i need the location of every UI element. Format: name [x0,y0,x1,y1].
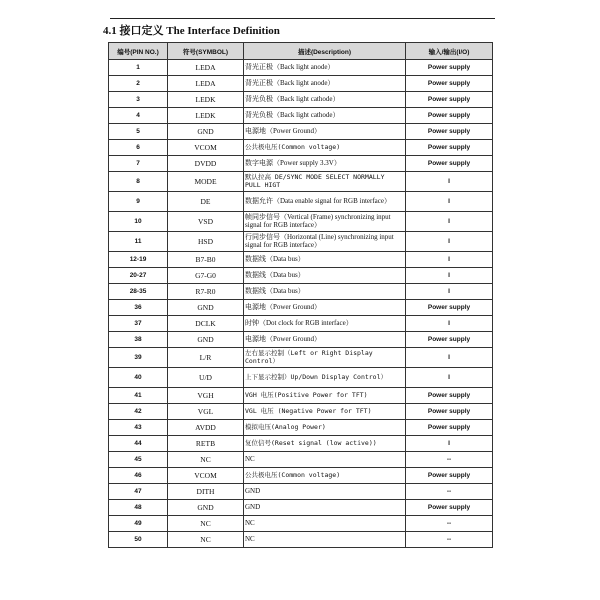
pin-cell: 47 [109,484,168,500]
symbol-cell: HSD [168,232,244,252]
pin-cell: 4 [109,108,168,124]
table-row [109,332,493,348]
table-row [109,92,493,108]
table-row [109,452,493,468]
section-title: 4.1 接口定义 The Interface Definition [103,25,280,37]
symbol-cell: RETB [168,436,244,452]
table-row [109,108,493,124]
io-cell: Power supply [406,76,493,92]
description-cell: NC [244,532,406,548]
symbol-cell: B7-B0 [168,252,244,268]
table-row [109,268,493,284]
symbol-cell: VCOM [168,468,244,484]
table-row [109,388,493,404]
table-row [109,484,493,500]
io-cell: Power supply [406,156,493,172]
symbol-cell: DITH [168,484,244,500]
io-cell: I [406,268,493,284]
io-cell: -- [406,452,493,468]
symbol-cell: VSD [168,212,244,232]
description-cell: 左右显示控制（Left or Right Display Control） [244,348,406,368]
description-cell: 数据允许（Data enable signal for RGB interface） [244,192,406,212]
pin-cell: 44 [109,436,168,452]
description-cell: VGH 电压(Positive Power for TFT) [244,388,406,404]
table-row [109,500,493,516]
io-cell: I [406,252,493,268]
symbol-cell: VGH [168,388,244,404]
table-row [109,368,493,388]
symbol-cell: LEDA [168,76,244,92]
pin-cell: 36 [109,300,168,316]
description-cell: 背光正极（Back light anode） [244,60,406,76]
table-row [109,172,493,192]
table-row [109,252,493,268]
io-cell: Power supply [406,92,493,108]
description-cell: 公共极电压(Common voltage) [244,468,406,484]
pin-cell: 10 [109,212,168,232]
symbol-cell: GND [168,332,244,348]
io-cell: Power supply [406,108,493,124]
pin-cell: 50 [109,532,168,548]
pin-cell: 11 [109,232,168,252]
pin-cell: 48 [109,500,168,516]
io-cell: Power supply [406,500,493,516]
table-row [109,232,493,252]
io-cell: I [406,348,493,368]
io-cell: I [406,316,493,332]
header-rule [110,18,495,19]
description-cell: 背光正极（Back light anode） [244,76,406,92]
symbol-cell: VCOM [168,140,244,156]
table-row [109,468,493,484]
description-cell: 默认拉高 DE/SYNC MODE SELECT NORMALLY PULL HIGT [244,172,406,192]
io-cell: I [406,232,493,252]
pin-cell: 43 [109,420,168,436]
symbol-cell: GND [168,500,244,516]
symbol-cell: DVDD [168,156,244,172]
header-pin-no: 编号(PIN NO.) [109,43,168,60]
description-cell: 电源地（Power Ground） [244,332,406,348]
description-cell: NC [244,516,406,532]
description-cell: 模拟电压(Analog Power) [244,420,406,436]
pin-cell: 1 [109,60,168,76]
symbol-cell: GND [168,300,244,316]
pin-cell: 42 [109,404,168,420]
pin-cell: 46 [109,468,168,484]
header-symbol: 符号(SYMBOL) [168,43,244,60]
symbol-cell: NC [168,516,244,532]
header-description: 描述(Description) [244,43,406,60]
table-header-row [109,43,493,60]
table-row [109,124,493,140]
symbol-cell: GND [168,124,244,140]
description-cell: 公共极电压(Common voltage) [244,140,406,156]
io-cell: -- [406,532,493,548]
description-cell: 上下显示控制）Up/Down Display Control） [244,368,406,388]
table-row [109,156,493,172]
table-row [109,192,493,212]
io-cell: Power supply [406,404,493,420]
table-row [109,348,493,368]
description-cell: 电源地（Power Ground） [244,300,406,316]
description-cell: GND [244,500,406,516]
symbol-cell: LEDA [168,60,244,76]
pin-cell: 20-27 [109,268,168,284]
table-row [109,140,493,156]
description-cell: GND [244,484,406,500]
io-cell: Power supply [406,60,493,76]
pin-cell: 40 [109,368,168,388]
description-cell: 数据线（Data bus） [244,252,406,268]
interface-definition-table [108,42,493,548]
pin-cell: 37 [109,316,168,332]
io-cell: Power supply [406,300,493,316]
pin-cell: 41 [109,388,168,404]
symbol-cell: G7-G0 [168,268,244,284]
io-cell: Power supply [406,420,493,436]
pin-cell: 7 [109,156,168,172]
pin-cell: 45 [109,452,168,468]
table-row [109,300,493,316]
symbol-cell: U/D [168,368,244,388]
io-cell: Power supply [406,332,493,348]
table-row [109,60,493,76]
pin-cell: 2 [109,76,168,92]
description-cell: VGL 电压 (Negative Power for TFT) [244,404,406,420]
symbol-cell: NC [168,532,244,548]
table-row [109,284,493,300]
pin-cell: 49 [109,516,168,532]
table-row [109,76,493,92]
io-cell: Power supply [406,124,493,140]
io-cell: -- [406,516,493,532]
description-cell: 帧同步信号（Vertical (Frame) synchronizing input signal for RGB interface） [244,212,406,232]
symbol-cell: MODE [168,172,244,192]
pin-cell: 12-19 [109,252,168,268]
description-cell: 复位信号(Reset signal (low active)) [244,436,406,452]
table-row [109,532,493,548]
table-row [109,404,493,420]
symbol-cell: VGL [168,404,244,420]
io-cell: Power supply [406,140,493,156]
symbol-cell: LEDK [168,92,244,108]
io-cell: I [406,284,493,300]
pin-cell: 5 [109,124,168,140]
symbol-cell: AVDD [168,420,244,436]
pin-cell: 39 [109,348,168,368]
pin-cell: 3 [109,92,168,108]
table-row [109,316,493,332]
table-row [109,436,493,452]
io-cell: -- [406,484,493,500]
description-cell: 背光负极（Back light cathode） [244,108,406,124]
io-cell: I [406,172,493,192]
pin-cell: 28-35 [109,284,168,300]
description-cell: 背光负极（Back light cathode） [244,92,406,108]
io-cell: I [406,212,493,232]
table-row [109,212,493,232]
io-cell: Power supply [406,388,493,404]
description-cell: 数据线（Data bus） [244,268,406,284]
description-cell: 数据线（Data bus） [244,284,406,300]
io-cell: I [406,368,493,388]
description-cell: NC [244,452,406,468]
symbol-cell: DE [168,192,244,212]
io-cell: Power supply [406,468,493,484]
io-cell: I [406,436,493,452]
symbol-cell: NC [168,452,244,468]
description-cell: 电源地（Power Ground） [244,124,406,140]
description-cell: 时钟（Dot clock for RGB interface） [244,316,406,332]
description-cell: 行同步信号（Horizontal (Line) synchronizing input signal for RGB interface） [244,232,406,252]
pin-cell: 9 [109,192,168,212]
io-cell: I [406,192,493,212]
table-row [109,516,493,532]
description-cell: 数字电源（Power supply 3.3V） [244,156,406,172]
symbol-cell: LEDK [168,108,244,124]
header-io: 输入/输出(I/O) [406,43,493,60]
symbol-cell: R7-R0 [168,284,244,300]
pin-cell: 8 [109,172,168,192]
pin-cell: 38 [109,332,168,348]
pin-cell: 6 [109,140,168,156]
table-row [109,420,493,436]
symbol-cell: DCLK [168,316,244,332]
symbol-cell: L/R [168,348,244,368]
